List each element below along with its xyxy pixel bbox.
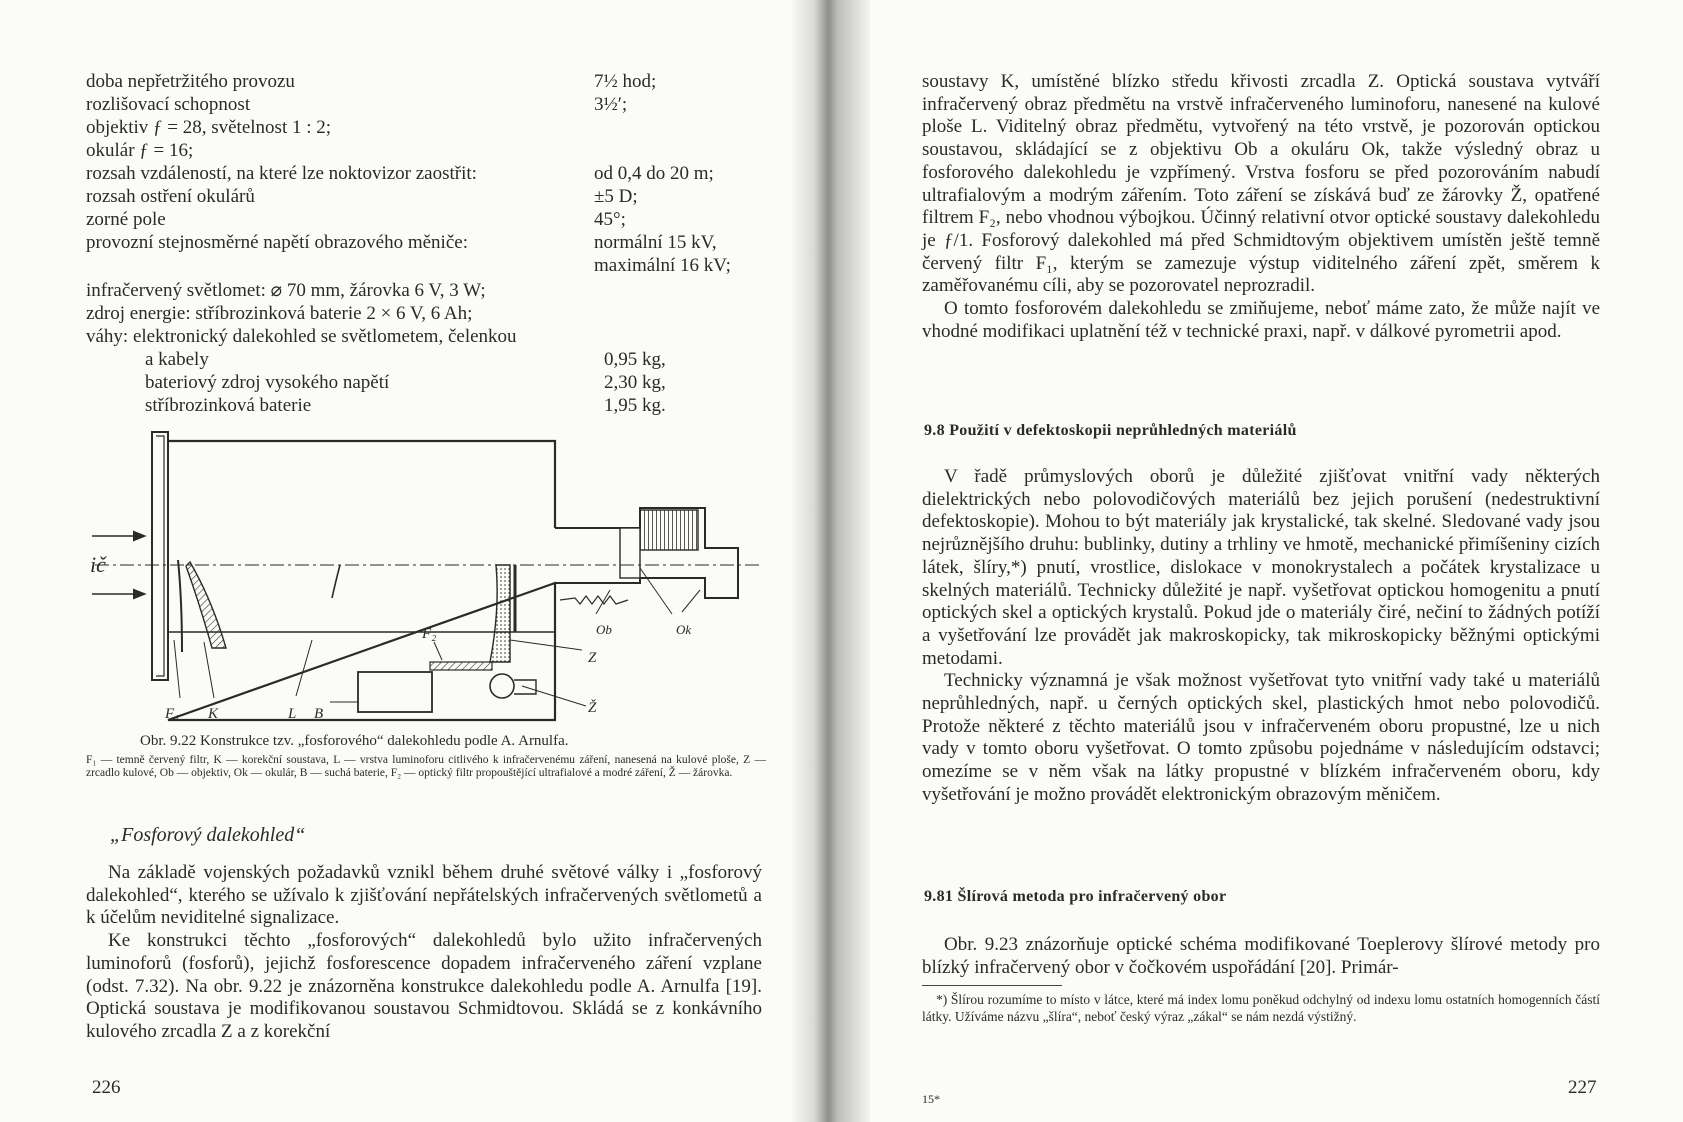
l-label: L xyxy=(288,706,297,722)
f1-label: F₁ xyxy=(165,706,180,722)
footnote xyxy=(922,991,1600,1025)
mirror-z xyxy=(490,565,510,662)
spec-label: váhy: elektronický dalekohled se světlometem, čelenkou xyxy=(86,326,517,347)
front-cap xyxy=(152,432,168,680)
paragraph: Ke konstrukci těchto „fosforových“ dalekohledů bylo užito infračervených luminoforů (fosforů), jejichž fosforescence dopadem infračerveného záření vzplane (odst. 7.32). Na obr. 9.22 je znázorněna konstrukce dalekohledu podle A. Arnulfa [19]. Optická soustava je modifikovanou soustavou Schmidtovou. Skládá se z konkávního kulového zrcadla Z a z korekční xyxy=(86,930,762,1042)
paragraph: soustavy K, umístěné blízko středu křivosti zrcadla Z. Optická soustava vytváří infračervený obraz předmětu na vrstvě infračerveného luminoforu, nanesené na kulové ploše L. Viditelný obraz předmětu, vytvořený na této vrstvě, je pozorován optickou soustavou, skládající se z objektivu Ob a okuláru Ok, takže výsledný obraz u fosforového dalekohledu je vzpřímený. Vrstva fosforu se před pozorováním nabudí ultrafialovým a modrým zářením. Toto záření se získává buď ze žárovky Ž, opatřené filtrem F₂, nebo vhodnou výbojkou. Účinný relativní otvor optické soustavy dalekohledu je ƒ/1. Fosforový dalekohled má před Schmidtovým objektivem umístěn ještě temně červený filtr F₁, kterým se zamezuje výstup viditelného záření zpět, směrem k zaměřovanému cíli, aby se pozorovatel neprozradil. xyxy=(922,71,1600,297)
section-heading-9-81: 9.81 Šlírová metoda pro infračervený obor xyxy=(924,888,1227,905)
footnote-rule xyxy=(922,985,1062,986)
ob-label: Ob xyxy=(596,622,612,637)
z-label: Z xyxy=(588,650,597,666)
paragraph: Technicky významná je však možnost vyšetřovat tyto vnitřní vady také u materiálů neprůhledných, např. u černých optických skel, plastických hmot nebo polovodičů. Protože některé z těchto materiálů jsou v infračerveném oboru propustné, lze u nich vady v tomto oboru vyšetřovat. O tomto způsobu pojednáme v následujícím odstavci; omezíme se v něm však na látky propustné v blízkém infračerveném oboru, kdy vyšetřování je možno provádět elektronickým obrazovým měničem. xyxy=(922,670,1600,805)
spec-label: objektiv ƒ = 28, světelnost 1 : 2; xyxy=(86,117,332,138)
paragraph: O tomto fosforovém dalekohledu se zmiňujeme, neboť máme zato, že může najít ve vhodné modifikaci uplatnění též v technické praxi, např. v dálkové pyrometrii apod. xyxy=(922,298,1600,342)
footnote-text: *) Šlírou rozumíme to místo v látce, které má index lomu poněkud odchylný od indexu lomu ostatních homogenních částí látky. Užíváme názvu „šlíra“, neboť český výraz „zákal“ se nám nezdá výstižný. xyxy=(922,992,1600,1024)
spec-label: zorné pole xyxy=(86,209,166,230)
page-number-left: 226 xyxy=(92,1077,121,1098)
lamp-z xyxy=(490,674,514,698)
spec-value: 45°; xyxy=(594,209,626,230)
weight-label: stříbrozinková baterie xyxy=(145,395,312,416)
paragraph: Obr. 9.23 znázorňuje optické schéma modifikované Toeplerovy šlírové metody pro blízký infračervený obor v čočkovém uspořádání [20]. Primár- xyxy=(922,934,1600,978)
signature-mark: 15* xyxy=(922,1092,940,1106)
spec-value: 7½ hod; xyxy=(594,71,657,92)
section-9-8-text xyxy=(922,466,1600,807)
b-label: B xyxy=(314,706,324,722)
ir-label: ič xyxy=(90,552,106,577)
page-number-right: 227 xyxy=(1568,1077,1597,1098)
luminophor-l xyxy=(332,565,340,598)
weight-value: 0,95 kg, xyxy=(604,349,666,370)
spec-value: maximální 16 kV; xyxy=(594,255,731,276)
spec-value: normální 15 kV, xyxy=(594,232,717,253)
weight-value: 2,30 kg, xyxy=(604,372,666,393)
filter-f1 xyxy=(178,560,182,652)
spec-label: provozní stejnosměrné napětí obrazového měniče: xyxy=(86,232,468,253)
figure-caption-body: F₁ — temně červený filtr, K — korekční soustava, L — vrstva luminoforu citlivého k infračervenému záření, nanesená na kulové ploše, Z — zrcadlo kulové, Ob — objektiv, Ok — okulár, B — suchá baterie, F₂ — optický filtr propouštějící ultrafialové a modré záření, Ž — žárovka. xyxy=(86,754,766,779)
f2-label: F₂ xyxy=(422,626,437,642)
k-label: K xyxy=(208,706,219,722)
spec-label: rozsah ostření okulárů xyxy=(86,186,255,207)
telescope-diagram xyxy=(0,0,820,730)
spec-label: zdroj energie: stříbrozinková baterie 2 × 6 V, 6 Ah; xyxy=(86,303,473,324)
section-9-81-text xyxy=(922,934,1600,979)
filter-f2 xyxy=(430,662,492,670)
eyepiece-lens xyxy=(640,510,698,550)
spec-value: ±5 D; xyxy=(594,186,638,207)
paragraph: V řadě průmyslových oborů je důležité zjišťovat vnitřní vady některých dielektrických nebo polovodičových materiálů bez jejich porušení (nedestruktivní defektoskopie). Mohou to být materiály jak krystalické, tak skelné. Sledované vady jsou nejrůznějšího druhu: bublinky, dutiny a trhliny ve hmotě, mechanické přimíšeniny cizích látek, šlíry,*) pnutí, vrostlice, dislokace v monokrystalech a počátek krystalizace u skelných materiálů. Technicky důležité je např. vyšetřovat optickou homogenitu a pnutí optických skel a optických krystalů. Pokud jde o materiály čiré, nečiní to žádných potíží a vyšetřování lze provádět jak makroskopicky, tak mikroskopicky běžnými optickými metodami. xyxy=(922,466,1600,669)
battery-b xyxy=(358,672,432,712)
ok-label: Ok xyxy=(676,622,692,637)
wire xyxy=(560,596,628,604)
correction-plate-k xyxy=(186,562,226,648)
weight-label: a kabely xyxy=(145,349,209,370)
section-heading-9-8: 9.8 Použití v defektoskopii neprůhledných materiálů xyxy=(924,422,1297,439)
figure-caption-title: Obr. 9.22 Konstrukce tzv. „fosforového“ dalekohledu podle A. Arnulfa. xyxy=(140,733,569,749)
paragraph: Na základě vojenských požadavků vznikl během druhé světové války i „fosforový dalekohled“, kterého se užívalo k zjišťování nepřátelských infračervených světlometů a k účelům neviditelné signalizace. xyxy=(86,862,762,929)
zc-label: Ž xyxy=(588,700,597,716)
weight-value: 1,95 kg. xyxy=(604,395,666,416)
spec-value: 3½′; xyxy=(594,94,628,115)
spec-label: rozsah vzdáleností, na které lze noktovizor zaostřit: xyxy=(86,163,477,184)
left-body-text xyxy=(86,862,762,1044)
spec-label: doba nepřetržitého provozu xyxy=(86,71,295,92)
spec-label: okulár ƒ = 16; xyxy=(86,140,194,161)
spec-label: rozlišovací schopnost xyxy=(86,94,251,115)
weight-label: bateriový zdroj vysokého napětí xyxy=(145,372,390,393)
section-title-phosphor: „Fosforový dalekohled“ xyxy=(110,824,306,846)
spec-value: od 0,4 do 20 m; xyxy=(594,163,714,184)
right-intro-text xyxy=(922,71,1600,343)
spec-label: infračervený světlomet: ⌀ 70 mm, žárovka 6 V, 3 W; xyxy=(86,280,486,301)
